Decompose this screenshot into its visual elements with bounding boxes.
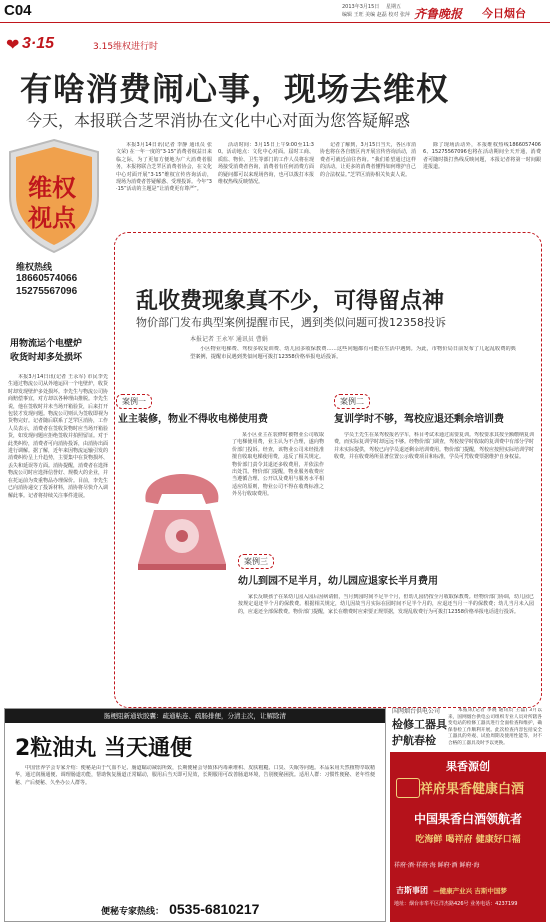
hotline-label: 维权热线 (16, 263, 53, 273)
ad-right-address: 地址：烟台市牟平区洋杰路426号 业务电话：4237199 (394, 901, 518, 907)
box-subheadline: 物价部门发布典型案例提醒市民，遇到类似问题可拨12358投诉 (136, 316, 446, 329)
case1-title: 业主装修，物业不得收电梯使用费 (118, 414, 268, 425)
header-divider (0, 22, 550, 23)
ad-right-company-name: 吉斯事团 (396, 886, 428, 895)
ad-right-company (396, 878, 507, 897)
shield-badge (6, 138, 102, 254)
hotline-phone1: 18660574066 (16, 273, 78, 284)
top-article-col3 (320, 142, 416, 226)
box-intro-text: 小区物业电梯费、驾校多收复训费、幼儿园多收保教费……这些问题都有可能在生活中遇到。为此，市物价局日前发布了几起乱收费的典型案例，提醒市民遇到类似问题可拨打12358价格举报电话投诉。 (190, 346, 516, 360)
edition-name: 今日烟台 (482, 7, 526, 20)
top-article-p2: 活动时间：3月15日上午9:00至11:30。活动地点：文化中心对面。届时工商、质监、物价、卫生等部门的工作人员将在现场接受消费者咨询，消费者有任何消费方面的疑问都可以来现场咨询，也可以拨打本报维权热线反映情况。 (218, 142, 314, 186)
shield-line2: 视点 (28, 204, 76, 232)
ad-left-topbar: 肠梗阻新通软胶囊：疏通粘连、疏肠排便，分清主次，让解除清 (5, 709, 385, 723)
ad-left-hotline-label: 便秘专家热线： (101, 907, 165, 917)
ad-right-slogan2: 吃海鲜 喝祥府 健康好口福 (415, 835, 521, 845)
page-code: C04 (4, 2, 32, 19)
telephone-icon (132, 464, 232, 574)
ad-right-footer-line: 祥府·酒·祥府·海 鲜府·酒 鲜府·海 (394, 862, 480, 869)
top-article-p3: 记者了解到，3月15日当天，各区市消协也将在各自辖区内开展宣传咨询活动，消费者可就近前往咨询。“我们希望通过这样的活动，让更多的消费者懂得如何维护自己的合法权益。”芝罘区消协相关负责人说。 (320, 142, 416, 178)
case1-text: 某小区业主在装修时被物业公司收取了电梯使用费，业主认为不合理，遂向物价部门投诉。经查，该物业公司未经批准擅自收取电梯使用费，违反了相关规定。物价部门责令其退还多收费用，并依法作出处罚。物价部门提醒，物业服务收费应当遵循合理、公开以及费用与服务水平相适应的原则，物业公司不得在收费标准之外另行收取费用。 (232, 432, 324, 498)
main-subheadline: 今天，本报联合芝罘消协在文化中心对面为您答疑解惑 (26, 111, 411, 130)
case3-title: 幼儿到园不足半月，幼儿园应退家长半月费用 (238, 576, 438, 587)
bottom-mid-kicker: 国网烟台供电公司 (392, 708, 441, 715)
case1-body-col (118, 432, 214, 452)
banner-logo (4, 34, 80, 58)
bottom-mid-title2: 护航春检 (392, 734, 436, 747)
ad-right-slogan1: 中国果香白酒领航者 (413, 812, 522, 826)
header-date: 2013年3月15日 (342, 4, 380, 10)
ad-right-company-slogan: —健康产业兴 吉斯中国梦 (433, 887, 507, 895)
bottom-mid-text: 本报讯(记者 李晓 通讯员 王磊) 3月以来，国网烟台供电公司组织专业人员对所辖各变电站的检修工器具进行全面检查和维护，确保春检工作顺利开展。此次检查内容包括安全工器具的外观、试验周期及使用性能等，对不合格的工器具及时予以更换。 (448, 708, 542, 746)
top-article-col1 (116, 142, 212, 226)
shield-line1: 维权 (28, 174, 76, 202)
heart-icon: ❤ (6, 35, 20, 54)
top-article-p1: 本报3月14日讯(记者 李静 通讯员 张文荣) 在一年一度的“3·15”消费者权益日来临之际，为了更加方便地为广大消费者服务，本报将联合芝罘区消费者协会，在文化中心对面开展“3·15”维权宣传咨询活动，现场为消费者答疑解惑、受理投诉。今年“3·15”活动的主题是“让消费更有尊严”。 (116, 142, 212, 193)
ad-right-logo-badge (396, 778, 420, 798)
left-article-title1: 用物流运个电壁炉 (10, 339, 83, 349)
paper-logo: 齐鲁晚报 (414, 7, 463, 21)
ad-left-hotline-number: 0535-6810217 (169, 901, 260, 917)
case1-tag: 案例一 (116, 394, 152, 409)
ad-left-body (15, 765, 375, 891)
header-weekday: 星期五 (386, 4, 402, 10)
box-byline: 本报记者 王永军 通讯员 曹娟 (190, 336, 268, 343)
top-article-col2 (218, 142, 314, 226)
ad-right (390, 752, 546, 922)
bottom-mid-title1: 检修工器具 (392, 718, 447, 731)
ad-right-brand-name: 祥府果香健康白酒 (420, 782, 525, 797)
main-headline: 有啥消费闹心事，现场去维权 (20, 70, 450, 108)
case3-text: 家长反映孩子在某幼儿园入园后因病请假，当月到园时间不足半个月，但幼儿园仍按全月收取保教费。经物价部门协调，幼儿园已按规定退还半个月的保教费。根据相关规定，幼儿因故当月实际在园时间不足半个月的，应退还当月一半的保教费；幼儿当月未入园的，应退还全部保教费。物价部门提醒，家长在缴费时应索要正规票据，发现乱收费行为可拨打12358价格举报电话进行投诉。 (238, 594, 534, 615)
left-article-body (8, 374, 108, 700)
top-article-col4 (423, 142, 541, 226)
top-article-p4: 除了现场活动外，本报维权热线18660574066、15275567096也将在活动期间全天开通，消费者可随时拨打热线反映问题，本报记者将第一时间跟进报道。 (423, 142, 541, 171)
case3-tag: 案例三 (238, 554, 274, 569)
ad-left-text: 中国营养学会专家介绍：便秘是由于气血不足、肠道蠕动减弱所致，长期便秘会导致体内毒素堆积、皮肤粗糙、口臭、失眠等问题。本品采用天然植物萃取精华，通过润肠通便、调理肠道功能，帮助恢复肠道正常蠕动，服用后当天即可见效，长期服用可改善肠道环境，告别便秘困扰。适用人群：习惯性便秘、老年性便秘、产后便秘、久坐办公人群等。 (15, 765, 375, 786)
page-header (0, 0, 550, 24)
case2-text: 学员王先生在某驾校报名学车，科目考试未通过需要复训。驾校要求其按全额缴纳复训费，而实际复训学时却远远不够。经物价部门调查，驾校按学时收取的复训费中有部分学时并未实际提供，驾校已向学员退还剩余培训费用。物价部门提醒，驾校应按照实际培训学时收费，并在收费场所显著位置公示收费项目和标准，学员可凭收费票据维护自身权益。 (334, 432, 534, 461)
ad-right-brand-top: 果香源创 (446, 760, 490, 773)
box-headline: 乱收费现象真不少，可得留点神 (136, 289, 445, 314)
case2-tag: 案例二 (334, 394, 370, 409)
hotline-phone2: 15275567096 (16, 286, 78, 297)
banner (0, 32, 550, 58)
ad-left (4, 708, 386, 922)
left-article-title2: 收货时却多处损坏 (10, 353, 83, 363)
header-editors: 编辑 王旺 美编 赵磊 校对 张萍 (342, 12, 410, 18)
case2-title: 复训学时不够，驾校应退还剩余培训费 (334, 414, 504, 425)
case2-body (334, 432, 534, 544)
banner-logo-text: 3·15 (22, 35, 55, 52)
left-article-text: 本报3月14日讯(记者 王永军) 市民李先生通过物流公司从外地运回一个电壁炉，收货时却发现壁炉多处损坏。李先生与物流公司协商赔偿事宜，对方却以各种理由推脱。李先生说，他在签收时并未当场开箱验货，后来打开包装才发现问题。物流公司则认为签收即视为货物完好。记者随后联系了芝罘区消协，工作人员表示，消费者在签收货物时应当场开箱验货，如发现问题应拒绝签收并拍照留证。对于此类纠纷，消费者可向消协投诉，由消协出面进行调解。据了解，近年来因物流运输引发的消费纠纷呈上升趋势，主要集中在货物损坏、丢失和延误等方面。消协提醒，消费者在选择物流公司时应选择信誉好、规模大的企业，并在托运前为贵重物品办理保价。目前，李先生已向消协递交了投诉材料，消协将尽快介入调解此事。记者将持续关注事件进展。 (8, 374, 108, 499)
ad-left-hotline (101, 899, 259, 918)
case3-body (238, 594, 534, 700)
ad-left-headline: 2粒油丸 当天通便 (15, 736, 192, 761)
banner-subtitle: 3.15维权进行时 (93, 42, 159, 52)
telephone-illustration (132, 464, 232, 574)
bottom-mid-body (448, 708, 542, 748)
box-intro (190, 346, 516, 380)
case1-body (232, 432, 324, 544)
